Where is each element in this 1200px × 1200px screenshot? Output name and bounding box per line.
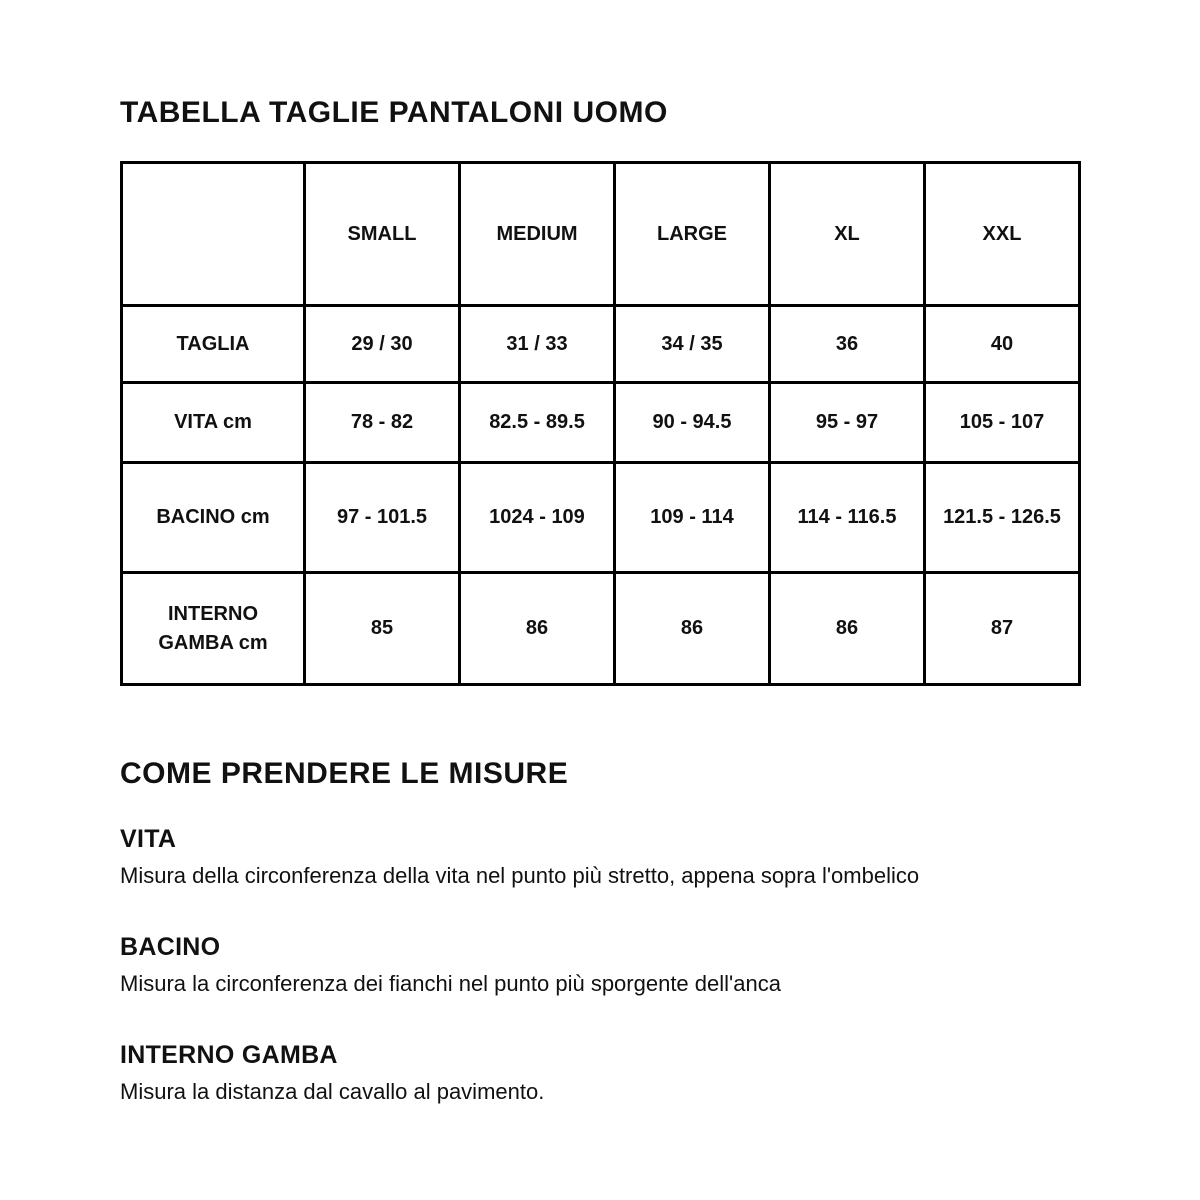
cell-taglia-small: 29 / 30 bbox=[305, 306, 460, 383]
cell-bacino-small: 97 - 101.5 bbox=[305, 463, 460, 573]
col-header-xl: XL bbox=[770, 163, 925, 306]
guide-heading-interno-gamba: INTERNO GAMBA bbox=[120, 1041, 338, 1069]
guide-desc-vita: Misura della circonferenza della vita nel punto più stretto, appena sopra l'ombelico bbox=[120, 863, 920, 888]
col-header-medium: MEDIUM bbox=[460, 163, 615, 306]
guide-desc-interno-gamba: Misura la distanza dal cavallo al pavimento. bbox=[120, 1079, 545, 1104]
cell-bacino-medium: 1024 - 109 bbox=[460, 463, 615, 573]
cell-vita-xxl: 105 - 107 bbox=[925, 383, 1080, 463]
cell-vita-small: 78 - 82 bbox=[305, 383, 460, 463]
cell-vita-xl: 95 - 97 bbox=[770, 383, 925, 463]
table-corner-cell: PANTALONI DA UOMO bbox=[122, 163, 305, 306]
cell-interno-medium: 86 bbox=[460, 573, 615, 685]
guide-section-interno-gamba bbox=[120, 1041, 1080, 1105]
size-table bbox=[120, 161, 1081, 686]
cell-taglia-xxl: 40 bbox=[925, 306, 1080, 383]
cell-interno-large: 86 bbox=[615, 573, 770, 685]
guide-section-vita bbox=[120, 825, 1080, 889]
col-header-small: SMALL bbox=[305, 163, 460, 306]
cell-vita-medium: 82.5 - 89.5 bbox=[460, 383, 615, 463]
cell-interno-small: 85 bbox=[305, 573, 460, 685]
table-row-taglia bbox=[122, 306, 1080, 383]
cell-bacino-xxl: 121.5 - 126.5 bbox=[925, 463, 1080, 573]
page-title: TABELLA TAGLIE PANTALONI UOMO bbox=[120, 96, 668, 129]
row-label-taglia: TAGLIA bbox=[122, 306, 305, 383]
table-row-vita bbox=[122, 383, 1080, 463]
cell-bacino-large: 109 - 114 bbox=[615, 463, 770, 573]
cell-interno-xl: 86 bbox=[770, 573, 925, 685]
row-label-vita: VITA cm bbox=[122, 383, 305, 463]
col-header-xxl: XXL bbox=[925, 163, 1080, 306]
cell-taglia-large: 34 / 35 bbox=[615, 306, 770, 383]
guide-section-bacino bbox=[120, 933, 1080, 997]
guide-heading-bacino: BACINO bbox=[120, 933, 221, 961]
guide-desc-bacino: Misura la circonferenza dei fianchi nel punto più sporgente dell'anca bbox=[120, 971, 781, 996]
col-header-large: LARGE bbox=[615, 163, 770, 306]
row-label-interno-gamba: INTERNO GAMBA cm bbox=[122, 573, 305, 685]
cell-taglia-xl: 36 bbox=[770, 306, 925, 383]
table-header-row bbox=[122, 163, 1080, 306]
table-row-bacino bbox=[122, 463, 1080, 573]
cell-vita-large: 90 - 94.5 bbox=[615, 383, 770, 463]
measure-guide bbox=[120, 757, 1080, 1105]
table-row-interno-gamba bbox=[122, 573, 1080, 685]
row-label-bacino: BACINO cm bbox=[122, 463, 305, 573]
guide-heading-vita: VITA bbox=[120, 825, 177, 853]
measure-guide-title: COME PRENDERE LE MISURE bbox=[120, 757, 569, 790]
cell-taglia-medium: 31 / 33 bbox=[460, 306, 615, 383]
cell-bacino-xl: 114 - 116.5 bbox=[770, 463, 925, 573]
cell-interno-xxl: 87 bbox=[925, 573, 1080, 685]
